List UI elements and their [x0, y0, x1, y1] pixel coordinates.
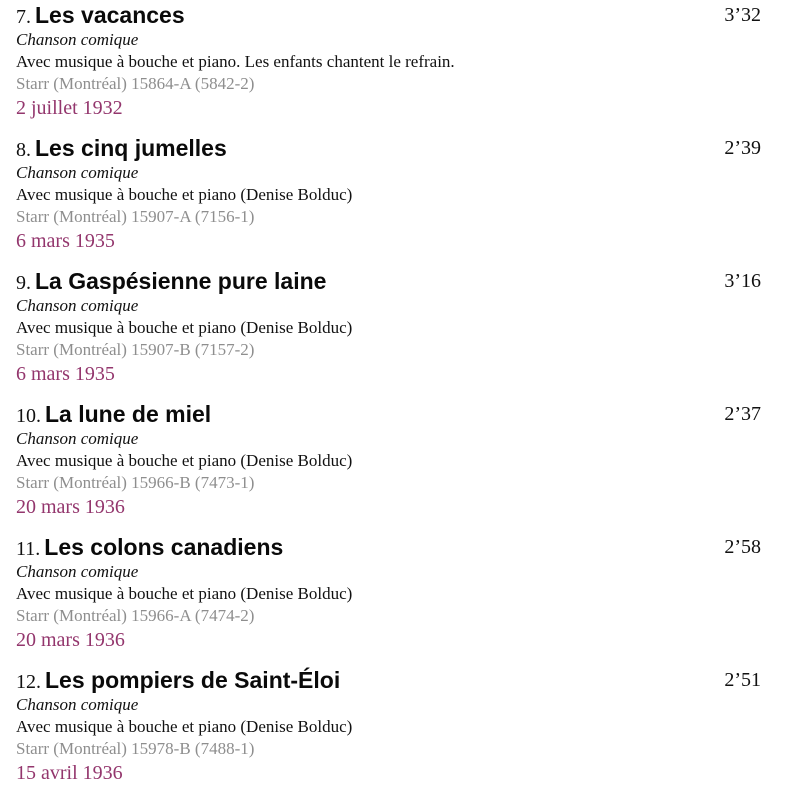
track-genre: Chanson comique [16, 429, 139, 448]
recording-date: 20 mars 1936 [16, 629, 125, 651]
track-title: Les vacances [35, 2, 185, 28]
record-label: Starr (Montréal) 15907-A (7156-1) [16, 207, 255, 226]
track-heading [16, 532, 283, 562]
recording-date: 6 mars 1935 [16, 230, 115, 252]
track-accompaniment: Avec musique à bouche et piano (Denise Bolduc) [16, 318, 353, 337]
track-duration: 2’58 [724, 536, 761, 558]
track-heading [16, 133, 227, 163]
track-entry-12 [16, 665, 761, 798]
record-label: Starr (Montréal) 15966-B (7473-1) [16, 473, 255, 492]
track-entry-11 [16, 532, 761, 665]
track-entry-8 [16, 133, 761, 266]
track-duration: 2’51 [724, 669, 761, 691]
record-label: Starr (Montréal) 15907-B (7157-2) [16, 340, 255, 359]
recording-date: 6 mars 1935 [16, 363, 115, 385]
record-label: Starr (Montréal) 15966-A (7474-2) [16, 606, 255, 625]
track-number: 11. [16, 538, 41, 560]
record-label: Starr (Montréal) 15978-B (7488-1) [16, 739, 255, 758]
track-title: La lune de miel [45, 401, 212, 427]
track-title: La Gaspésienne pure laine [35, 268, 327, 294]
track-duration: 2’39 [724, 137, 761, 159]
track-title: Les pompiers de Saint-Éloi [45, 667, 341, 693]
track-number: 9. [16, 272, 31, 294]
track-list [16, 0, 761, 798]
track-accompaniment: Avec musique à bouche et piano. Les enfants chantent le refrain. [16, 52, 455, 71]
recording-date: 15 avril 1936 [16, 762, 123, 784]
track-number: 12. [16, 671, 41, 693]
track-duration: 3’32 [724, 4, 761, 26]
recording-date: 2 juillet 1932 [16, 97, 123, 119]
track-genre: Chanson comique [16, 163, 139, 182]
track-duration: 2’37 [724, 403, 761, 425]
track-title: Les colons canadiens [44, 534, 284, 560]
track-genre: Chanson comique [16, 562, 139, 581]
track-accompaniment: Avec musique à bouche et piano (Denise Bolduc) [16, 584, 353, 603]
track-number: 8. [16, 139, 31, 161]
recording-date: 20 mars 1936 [16, 496, 125, 518]
track-number: 7. [16, 6, 31, 28]
track-genre: Chanson comique [16, 296, 139, 315]
track-heading [16, 665, 340, 695]
track-duration: 3’16 [724, 270, 761, 292]
track-entry-7 [16, 0, 761, 133]
track-genre: Chanson comique [16, 30, 139, 49]
track-heading [16, 399, 211, 429]
record-label: Starr (Montréal) 15864-A (5842-2) [16, 74, 255, 93]
track-genre: Chanson comique [16, 695, 139, 714]
track-entry-9 [16, 266, 761, 399]
track-accompaniment: Avec musique à bouche et piano (Denise Bolduc) [16, 717, 353, 736]
track-entry-10 [16, 399, 761, 532]
track-accompaniment: Avec musique à bouche et piano (Denise Bolduc) [16, 185, 353, 204]
track-number: 10. [16, 405, 41, 427]
track-heading [16, 0, 185, 30]
track-accompaniment: Avec musique à bouche et piano (Denise Bolduc) [16, 451, 353, 470]
track-heading [16, 266, 326, 296]
track-title: Les cinq jumelles [35, 135, 227, 161]
